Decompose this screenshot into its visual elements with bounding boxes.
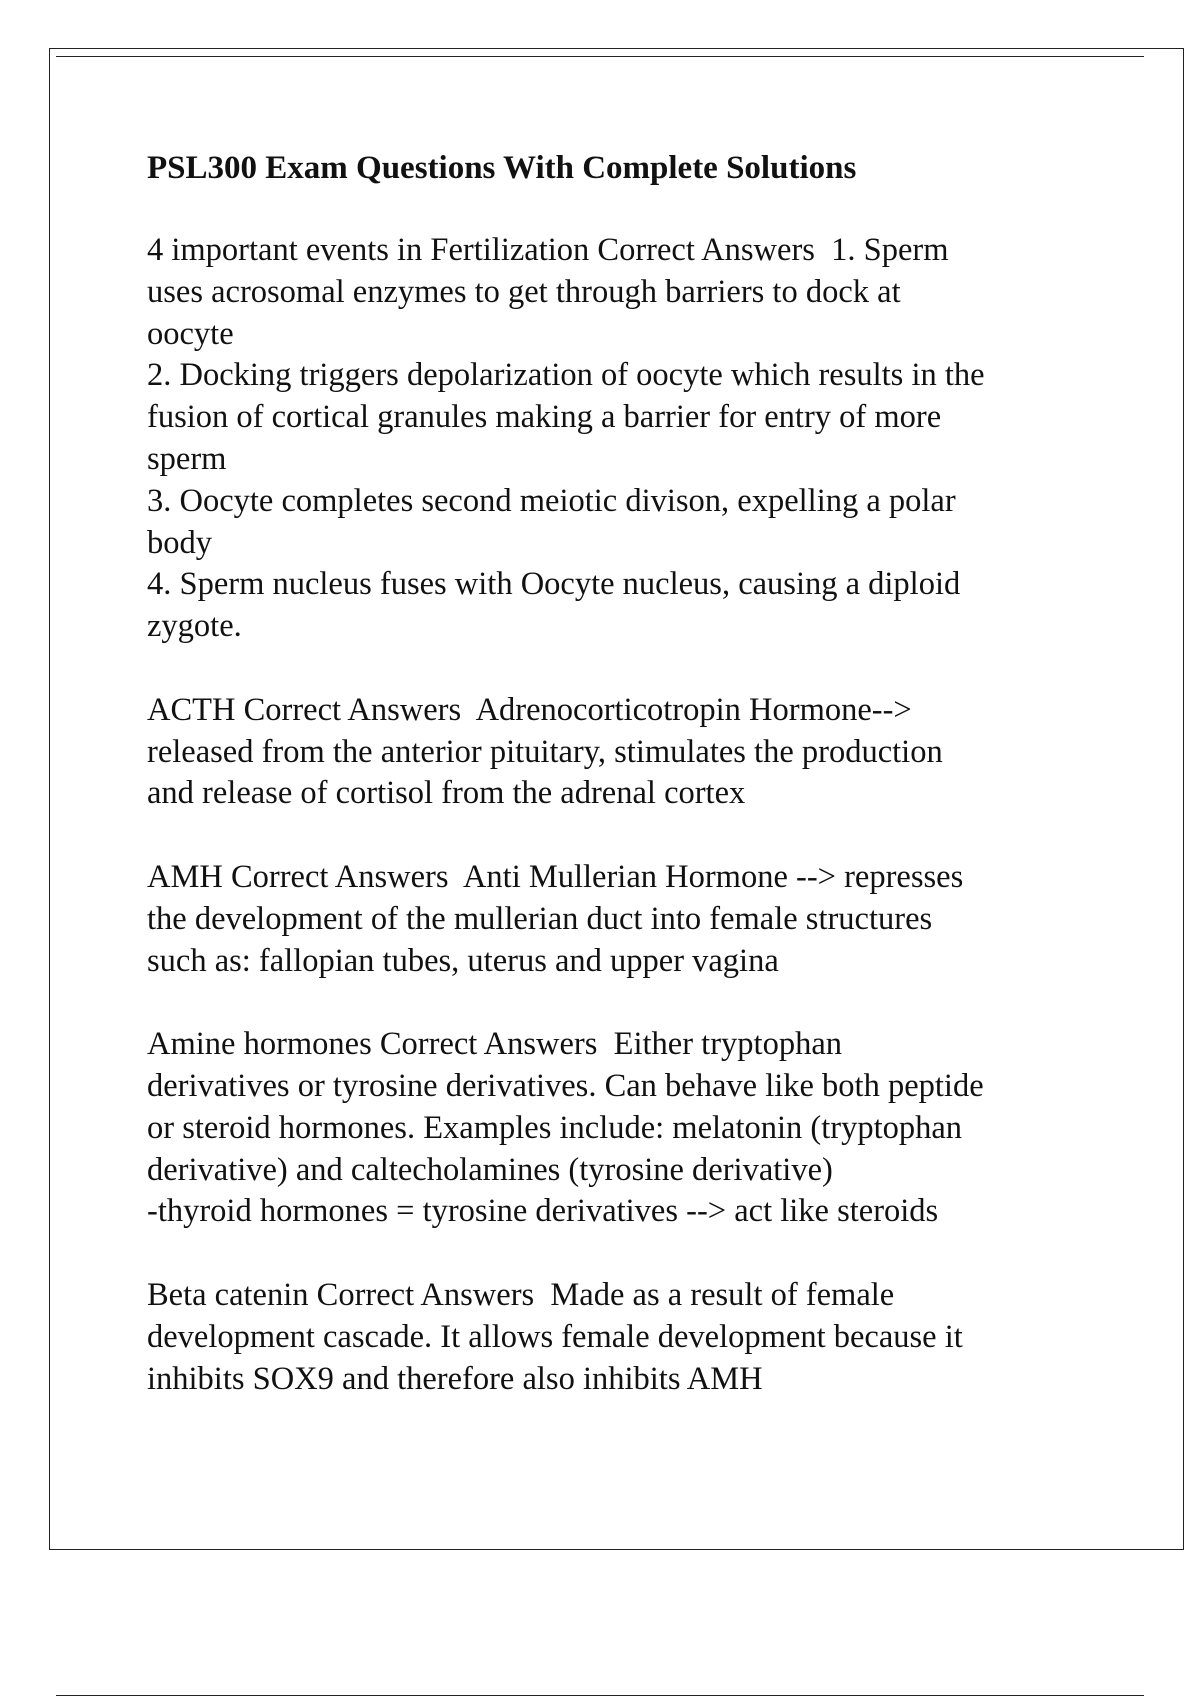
entry-line: Amine hormones Correct Answers Either tryptophan (147, 1026, 842, 1063)
entry-line: 2. Docking triggers depolarization of oocyte which results in the (147, 357, 985, 394)
page-frame (49, 48, 1184, 1550)
entry-line: derivative) and caltecholamines (tyrosine derivative) (147, 1151, 833, 1188)
entry-line: AMH Correct Answers Anti Mullerian Hormone --> represses (147, 858, 964, 895)
entry-line: ACTH Correct Answers Adrenocorticotropin Hormone--> (147, 691, 912, 728)
entry-line: 3. Oocyte completes second meiotic divison, expelling a polar (147, 482, 956, 519)
qa-entry (147, 1024, 1087, 1233)
qa-entry (147, 230, 1087, 648)
entry-line: the development of the mullerian duct into female structures (147, 900, 933, 937)
entry-line: and release of cortisol from the adrenal cortex (147, 775, 746, 812)
entry-line: uses acrosomal enzymes to get through barriers to dock at (147, 273, 901, 310)
entry-line: sperm (147, 440, 227, 477)
entry-line: released from the anterior pituitary, stimulates the production (147, 733, 943, 770)
entry-line: zygote. (147, 608, 242, 645)
entry-line: such as: fallopian tubes, uterus and upper vagina (147, 942, 779, 979)
qa-entry (147, 690, 1087, 815)
entry-line: fusion of cortical granules making a barrier for entry of more (147, 399, 942, 436)
entry-line: -thyroid hormones = tyrosine derivatives --> act like steroids (147, 1193, 939, 1230)
entry-line: body (147, 524, 212, 561)
document-body (147, 148, 1087, 1442)
qa-entry (147, 857, 1087, 982)
entry-line: derivatives or tyrosine derivatives. Can behave like both peptide (147, 1067, 984, 1104)
qa-entry (147, 1275, 1087, 1400)
entry-line: Beta catenin Correct Answers Made as a result of female (147, 1276, 895, 1313)
entry-line: oocyte (147, 315, 234, 352)
entry-line: 4. Sperm nucleus fuses with Oocyte nucleus, causing a diploid (147, 566, 961, 603)
entry-line: or steroid hormones. Examples include: melatonin (tryptophan (147, 1109, 963, 1146)
document-title: PSL300 Exam Questions With Complete Solutions (147, 150, 857, 186)
entry-line: inhibits SOX9 and therefore also inhibits AMH (147, 1360, 763, 1397)
entry-line: 4 important events in Fertilization Correct Answers 1. Sperm (147, 232, 949, 268)
entry-line: development cascade. It allows female development because it (147, 1318, 963, 1355)
bottom-rule (56, 1695, 1144, 1696)
